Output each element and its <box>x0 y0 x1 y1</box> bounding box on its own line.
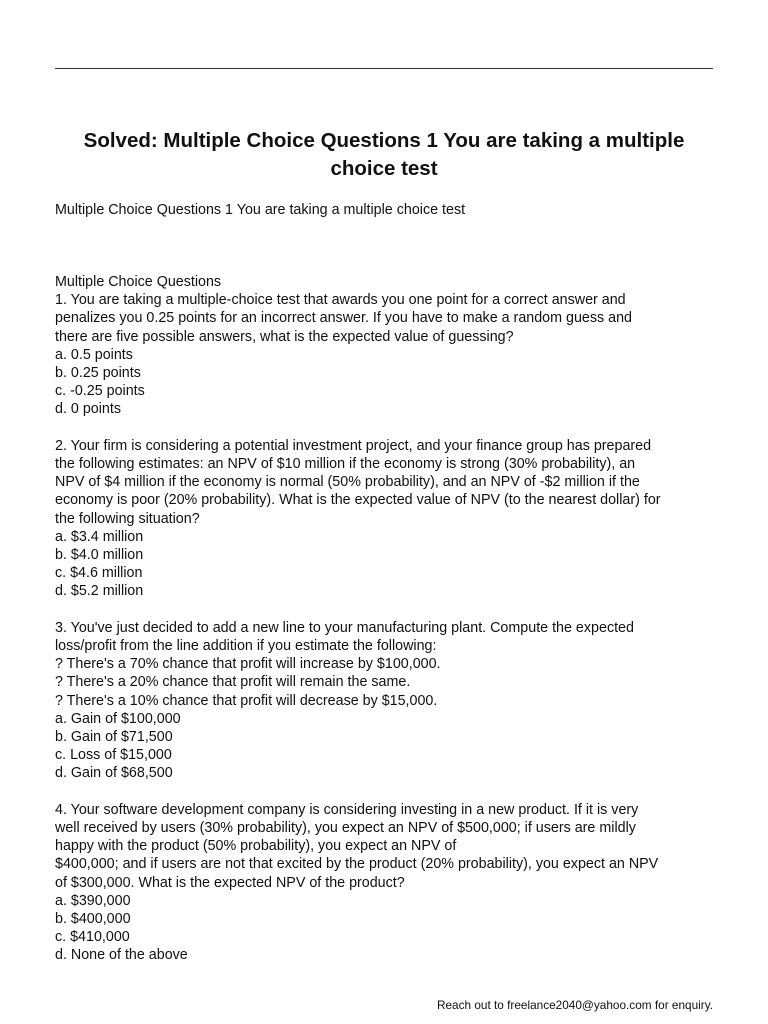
spacer <box>55 419 720 437</box>
answer-option: d. $5.2 million <box>55 583 144 600</box>
page-title: Solved: Multiple Choice Questions 1 You are taking a multiple choice test <box>83 129 685 180</box>
answer-option: b. 0.25 points <box>55 365 141 382</box>
question-text-line: there are five possible answers, what is the expected value of guessing? <box>55 328 514 345</box>
footer-contact-note: Reach out to freelance2040@yahoo.com for enquiry. <box>436 998 713 1012</box>
answer-option: c. $4.6 million <box>55 565 143 582</box>
document-body <box>55 273 720 965</box>
spacer <box>55 601 720 619</box>
question-text-line: 2. Your firm is considering a potential investment project, and your finance group has prepared <box>55 437 652 454</box>
answer-option: a. $390,000 <box>55 892 131 909</box>
question-text-line: well received by users (30% probability), you expect an NPV of $500,000; if users are mildly <box>55 820 636 837</box>
question-text-line: $400,000; and if users are not that excited by the product (20% probability), you expect an NPV <box>55 856 659 873</box>
question-text-line: the following estimates: an NPV of $10 million if the economy is strong (30% probability), an <box>55 456 636 473</box>
answer-option: a. $3.4 million <box>55 528 144 545</box>
answer-option: c. Loss of $15,000 <box>55 747 172 764</box>
question-text-line: economy is poor (20% probability). What is the expected value of NPV (to the nearest dollar) for <box>55 492 661 509</box>
answer-option: d. None of the above <box>55 947 188 964</box>
answer-option: b. $400,000 <box>55 911 131 928</box>
question-text-line: ? There's a 20% chance that profit will remain the same. <box>55 674 411 691</box>
question-text-line: 3. You've just decided to add a new line to your manufacturing plant. Compute the expected <box>55 619 634 636</box>
question-text-line: 4. Your software development company is considering investing in a new product. If it is very <box>55 801 639 818</box>
question-text-line: ? There's a 10% chance that profit will decrease by $15,000. <box>55 692 438 709</box>
question-text-line: the following situation? <box>55 510 200 527</box>
answer-option: c. -0.25 points <box>55 383 145 400</box>
section-heading: Multiple Choice Questions <box>55 274 222 290</box>
answer-option: d. Gain of $68,500 <box>55 765 173 782</box>
question-4 <box>55 801 720 965</box>
answer-option: a. 0.5 points <box>55 346 133 363</box>
answer-option: b. $4.0 million <box>55 547 144 564</box>
answer-option: c. $410,000 <box>55 929 130 946</box>
question-text-line: of $300,000. What is the expected NPV of the product? <box>55 874 405 891</box>
question-text-line: 1. You are taking a multiple-choice test that awards you one point for a correct answer and <box>55 292 626 309</box>
answer-option: b. Gain of $71,500 <box>55 729 173 746</box>
question-text-line: penalizes you 0.25 points for an incorrect answer. If you have to make a random guess and <box>55 310 632 327</box>
question-3 <box>55 619 720 783</box>
question-text-line: ? There's a 70% chance that profit will increase by $100,000. <box>55 656 441 673</box>
question-1 <box>55 291 720 418</box>
question-text-line: NPV of $4 million if the economy is normal (50% probability), and an NPV of -$2 million if the <box>55 474 640 491</box>
answer-option: a. Gain of $100,000 <box>55 710 181 727</box>
question-text-line: loss/profit from the line addition if you estimate the following: <box>55 638 437 655</box>
page-subtitle: Multiple Choice Questions 1 You are taking a multiple choice test <box>55 202 466 218</box>
answer-option: d. 0 points <box>55 401 121 418</box>
question-text-line: happy with the product (50% probability), you expect an NPV of <box>55 838 457 855</box>
spacer <box>55 783 720 801</box>
question-2 <box>55 437 720 601</box>
header-rule <box>55 68 713 69</box>
